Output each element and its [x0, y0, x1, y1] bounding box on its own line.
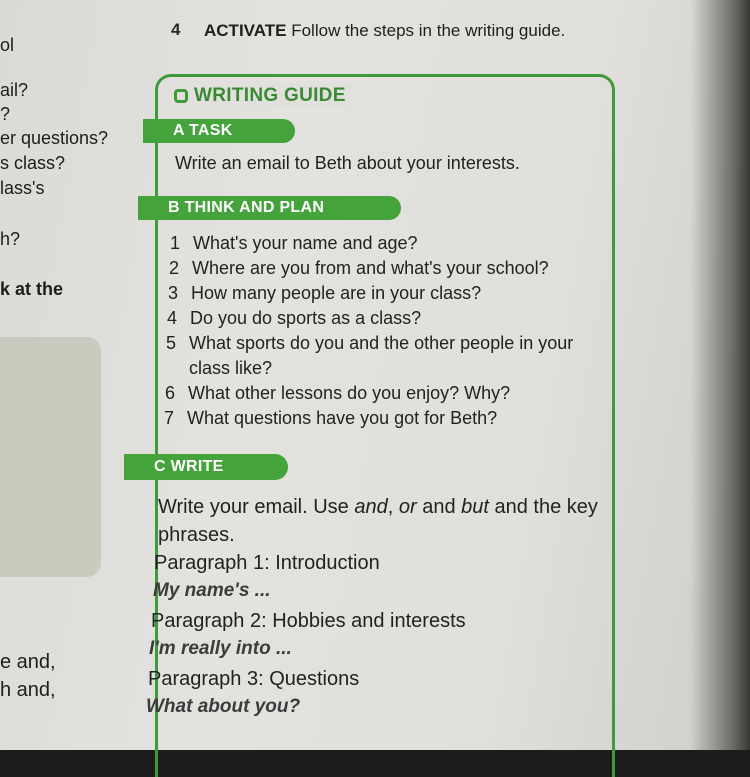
activity-instruction: Follow the steps in the writing guide.: [291, 21, 566, 40]
left-column-line: er questions?: [0, 128, 109, 148]
question-text: What's your name and age?: [193, 233, 418, 253]
key-phrase: What about you?: [146, 696, 301, 717]
question-item: [166, 331, 586, 381]
section-label-write: C WRITE: [124, 454, 288, 480]
section-label-task: A TASK: [143, 119, 295, 143]
question-text: Where are you from and what's your school?: [192, 258, 549, 278]
write-instructions-text: Write your email. Use: [158, 496, 355, 518]
left-column-line: e and,: [0, 651, 56, 673]
section-label-think-and-plan: B THINK AND PLAN: [138, 196, 401, 220]
left-column-line: h?: [0, 229, 21, 249]
paragraph-title: Paragraph 3: Questions: [148, 668, 360, 690]
left-column-line: ?: [0, 104, 11, 124]
task-text: Write an email to Beth about your interests.: [175, 153, 520, 173]
question-list: [164, 231, 614, 431]
question-text: How many people are in your class?: [191, 283, 482, 303]
writing-guide-title-text: WRITING GUIDE: [194, 85, 346, 106]
keyword-or: or: [398, 496, 417, 518]
question-text: What questions have you got for Beth?: [187, 408, 498, 428]
question-number: 7: [164, 408, 175, 428]
paragraph-title: Paragraph 1: Introduction: [154, 552, 380, 574]
question-item: [170, 231, 610, 256]
write-instructions: [158, 493, 616, 549]
write-section: [146, 493, 616, 721]
question-number: 1: [170, 233, 181, 253]
activity-number: 4: [171, 20, 181, 39]
write-instructions-text: ,: [387, 496, 399, 518]
page-shadow: [690, 0, 750, 750]
left-column-line: lass's: [0, 178, 45, 198]
question-item: [164, 406, 614, 431]
question-text: Do you do sports as a class?: [190, 308, 422, 328]
question-number: 4: [167, 308, 178, 328]
left-column-line: ail?: [0, 80, 29, 100]
write-instructions-text: and the key phrases.: [158, 496, 598, 546]
checkbox-square-icon: [174, 89, 188, 103]
left-column-line: ol: [0, 35, 15, 55]
left-column-line: h and,: [0, 679, 56, 701]
write-instructions-text: and: [416, 496, 462, 518]
question-text: What other lessons do you enjoy? Why?: [188, 383, 511, 403]
keyword-and: and: [354, 496, 388, 518]
left-column-line: k at the: [0, 279, 64, 299]
writing-guide-title: [170, 83, 352, 109]
question-number: 6: [165, 383, 176, 403]
key-phrase: I'm really into ...: [149, 638, 292, 659]
paragraph-title: Paragraph 2: Hobbies and interests: [151, 610, 466, 632]
activity-heading: [204, 20, 584, 42]
question-number: 5: [166, 333, 177, 353]
question-item: [165, 381, 614, 406]
question-text: What sports do you and the other people in your class like?: [189, 333, 574, 378]
left-column-line: s class?: [0, 153, 66, 173]
question-number: 3: [168, 283, 179, 303]
left-image-placeholder: [0, 337, 101, 577]
question-item: [168, 281, 614, 306]
question-item: [169, 256, 614, 281]
question-number: 2: [169, 258, 180, 278]
activity-keyword: ACTIVATE: [204, 21, 287, 40]
key-phrase: My name's ...: [153, 580, 271, 601]
keyword-but: but: [461, 496, 489, 518]
question-item: [167, 306, 614, 331]
